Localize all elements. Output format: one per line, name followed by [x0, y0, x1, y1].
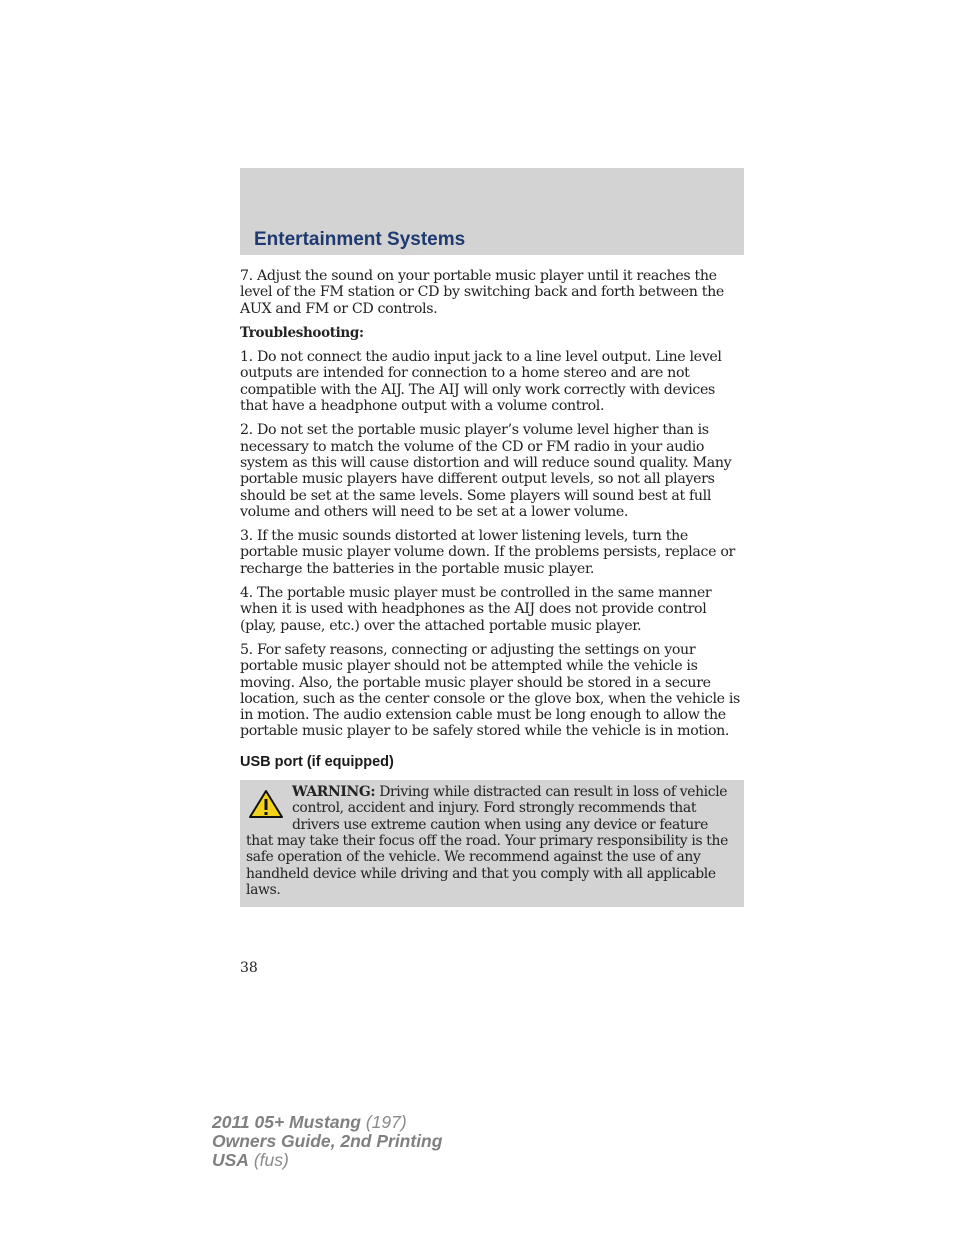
- footer-market: USA: [212, 1150, 249, 1170]
- troubleshooting-item-3: 3. If the music sounds distorted at lower listening levels, turn the portable music player volume down. If the problems persists, replace or recharge the batteries in the portable music player.: [240, 528, 735, 577]
- page-body: [240, 268, 744, 907]
- footer-line-2: [212, 1132, 442, 1151]
- footer-line-1: [212, 1113, 442, 1132]
- troubleshooting-item-5: 5. For safety reasons, connecting or adjusting the settings on your portable music player should not be attempted while the vehicle is moving. Also, the portable music player should be stored in a secure location, such as the center console or the glove box, when the vehicle is in motion. The audio extension cable must be long enough to allow the portable music player to be safely stored while the vehicle is in motion.: [240, 641, 740, 740]
- usb-port-heading: USB port (if equipped): [240, 753, 394, 770]
- footer-market-code: (fus): [248, 1150, 289, 1170]
- troubleshooting-item-2: 2. Do not set the portable music player’s volume level higher than is necessary to match the volume of the CD or FM radio in your audio system as this will cause distortion and will reduce sound quality. Many portable music players have different output levels, so not all players should be set at the same levels. Some players will sound best at full volume and others will need to be set at a lower volume.: [240, 422, 732, 520]
- section-header-band: [240, 168, 744, 255]
- section-title: Entertainment Systems: [254, 229, 466, 250]
- footer-guide-edition: Owners Guide, 2nd Printing: [212, 1131, 443, 1151]
- warning-box: [240, 780, 744, 907]
- footer-model-code: (197): [360, 1112, 407, 1132]
- troubleshooting-item-4: 4. The portable music player must be controlled in the same manner when it is used with headphones as the AIJ does not provide control (play, pause, etc.) over the attached portable music player.: [240, 585, 712, 634]
- paragraph-step-7: 7. Adjust the sound on your portable music player until it reaches the level of the FM station or CD by switching back and forth between the AUX and FM or CD controls.: [240, 268, 724, 317]
- warning-triangle-icon: [248, 789, 284, 819]
- footer-imprint: [212, 1113, 442, 1170]
- page-number: 38: [240, 960, 258, 976]
- troubleshooting-heading: Troubleshooting:: [240, 324, 364, 341]
- footer-line-3: [212, 1151, 442, 1170]
- warning-label: WARNING:: [292, 784, 376, 801]
- footer-model: 2011 05+ Mustang: [212, 1112, 361, 1132]
- warning-text: Driving while distracted can result in loss of vehicle control, accident and injury. Ford strongly recommends that drivers use extreme caution when using any device or feature that may take their focus off the road. Your primary responsibility is the safe operation of the vehicle. We recommend against the use of any handheld device while driving and that you comply with all applicable laws.: [246, 784, 729, 898]
- troubleshooting-item-1: 1. Do not connect the audio input jack to a line level output. Line level outputs are intended for connection to a home stereo and are not compatible with the AIJ. The AIJ will only work correctly with devices that have a headphone output with a volume control.: [240, 349, 722, 415]
